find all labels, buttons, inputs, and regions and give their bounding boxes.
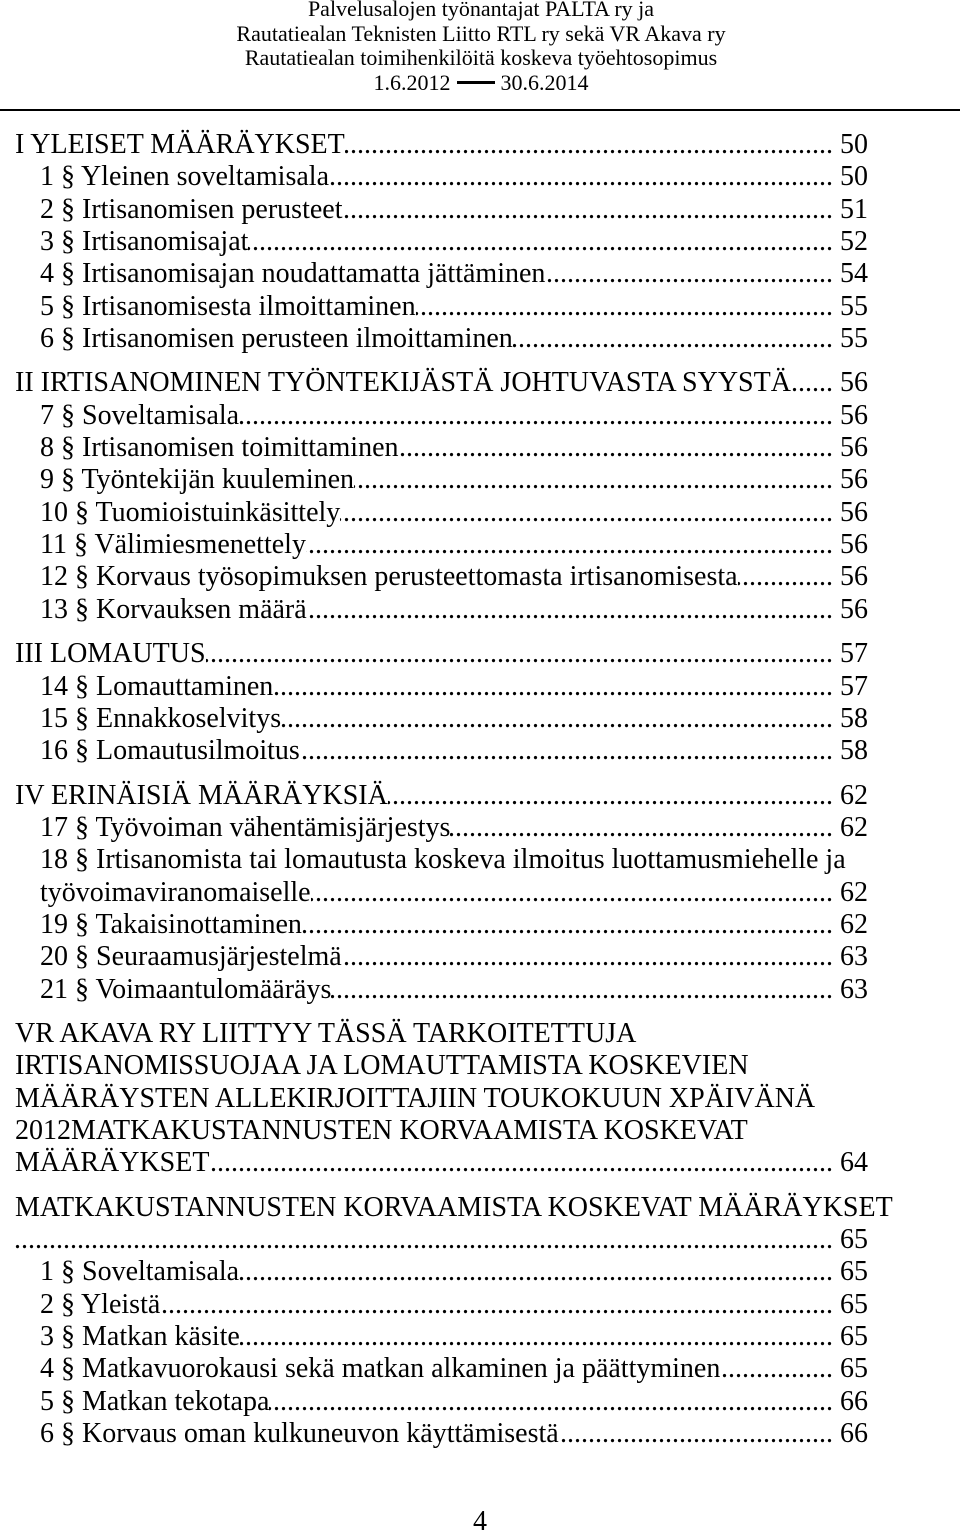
agreement-title: Rautatiealan toimihenkilöitä koskeva työehtosopimus [244,45,718,71]
toc-entry-title: 5 § Irtisanomisesta ilmoittaminen [40,290,416,322]
toc-page-number: 56 [840,367,868,399]
toc-entry-title: 11 § Välimiesmenettely [40,529,306,561]
dot-leader [388,780,833,812]
dot-leader [239,1256,833,1288]
toc-page-number: 56 [840,464,868,496]
toc-entry [15,812,868,844]
dot-leader [15,1224,833,1256]
dot-leader [239,400,833,432]
toc-entry-title: 2 § Yleistä [40,1288,161,1320]
toc-entry [15,1386,868,1418]
dot-leader [791,367,833,399]
toc-heading-title-line: VR AKAVA RY LIITTYY TÄSSÄ TARKOITETTUJA [15,1017,637,1049]
toc-heading-title: II IRTISANOMINEN TYÖNTEKIJÄSTÄ JOHTUVASTA SYYSTÄ [15,367,791,399]
toc-heading-title-line: MÄÄRÄYKSET [15,1147,210,1179]
dot-leader [281,703,833,735]
toc-page-number: 58 [840,702,868,734]
date-range-dash [457,81,495,84]
toc-entry-title: 19 § Takaisinottaminen [40,908,302,940]
toc-heading [15,1018,868,1180]
toc-entry-title: 5 § Matkan tekotapa [40,1385,270,1417]
toc-heading-title: I YLEISET MÄÄRÄYKSET [15,129,345,160]
toc-entry-last-line [40,877,868,909]
toc-page-number: 65 [840,1353,868,1385]
toc-entry-title: 8 § Irtisanomisen toimittaminen [40,432,399,464]
toc-page-number: 57 [840,638,868,670]
toc-entry [15,464,868,496]
dot-leader [399,432,833,464]
dot-leader [311,877,833,909]
toc-entry-title: 3 § Irtisanomisajat [40,226,249,258]
dot-leader [300,735,833,767]
toc-entry-title: 6 § Irtisanomisen perusteen ilmoittaminen [40,323,513,355]
dot-leader [345,129,833,161]
toc-heading [15,1191,893,1257]
toc-page-number: 62 [840,876,868,908]
toc-entry [15,1418,868,1450]
toc-page-number: 62 [840,779,868,811]
toc-entry-title: 7 § Soveltamisala [40,399,240,431]
toc-page-number: 63 [840,973,868,1005]
toc-heading-title: III LOMAUTUS [15,638,206,670]
toc-page-number: 66 [840,1385,868,1417]
toc-page-number: 66 [840,1418,868,1450]
page-number: 4 [473,1506,487,1537]
toc-section [15,638,868,767]
toc-page-number: 51 [840,193,868,225]
dot-leader [248,226,833,258]
dot-leader [209,1147,833,1179]
toc-entry-title-line: 18 § Irtisanomista tai lomautusta koskeva ilmoitus luottamusmiehelle ja [40,844,846,876]
toc-section [15,1018,868,1180]
toc-heading [15,367,868,399]
validity-end-date: 30.6.2014 [500,70,589,96]
toc-entry [15,194,868,226]
toc-entry [15,432,868,464]
dot-leader [450,812,833,844]
toc-entry [15,400,868,432]
toc-entry [15,735,868,767]
toc-entry [15,941,868,973]
table-of-contents [15,117,893,1450]
validity-start-date: 1.6.2012 [373,70,451,96]
dot-leader [206,638,833,670]
toc-entry-title: 3 § Matkan käsite [40,1321,240,1353]
dot-leader [513,323,833,355]
toc-entry [15,291,868,323]
toc-entry-title: 6 § Korvaus oman kulkuneuvon käyttämisestä [40,1418,559,1450]
toc-entry-title: 15 § Ennakkoselvitys [40,702,282,734]
toc-heading-title: MATKAKUSTANNUSTEN KORVAAMISTA KOSKEVAT MÄÄRÄYKSET [15,1191,893,1223]
dot-leader [738,561,833,593]
toc-page-number: 62 [840,908,868,940]
toc-section [15,129,868,355]
toc-page-number: 58 [840,735,868,767]
dot-leader [307,594,833,626]
toc-entry [15,703,868,735]
toc-entry-title: 2 § Irtisanomisen perusteet [40,193,343,225]
toc-entry-title: 17 § Työvoiman vähentämisjärjestys [40,811,451,843]
toc-entry [15,323,868,355]
dot-leader [329,161,833,193]
dot-leader [302,909,833,941]
toc-entry-title: 12 § Korvaus työsopimuksen perusteettomasta irtisanomisesta [40,561,738,593]
toc-entry-title: 9 § Työntekijän kuuleminen [40,464,355,496]
toc-page-number: 50 [840,129,868,160]
dot-leader [545,258,833,290]
toc-entry [15,1321,868,1353]
toc-entry [15,1256,868,1288]
dot-leader [720,1353,833,1385]
toc-entry [15,1289,868,1321]
toc-page-number: 62 [840,811,868,843]
toc-page-number: 52 [840,226,868,258]
toc-entry-title: 4 § Matkavuorokausi sekä matkan alkaminen ja päättyminen [40,1353,721,1385]
toc-entry-title: 1 § Yleinen soveltamisala [40,161,329,193]
toc-entry-title-line: työvoimaviranomaiselle [40,876,311,908]
toc-page-number: 55 [840,290,868,322]
toc-entry [15,974,868,1006]
toc-entry-title: 21 § Voimaantulomääräys [40,973,332,1005]
toc-page-number: 56 [840,561,868,593]
toc-entry [15,561,868,593]
toc-section [15,780,868,1006]
toc-page-number: 64 [840,1147,868,1179]
header-divider [0,109,960,111]
toc-entry [15,226,868,258]
toc-page-number: 54 [840,258,868,290]
toc-page-number: 57 [840,670,868,702]
toc-entry [15,161,868,193]
dot-leader [306,529,833,561]
toc-page-number: 63 [840,941,868,973]
document-header [2,0,960,96]
employee-organizations: Rautatiealan Teknisten Liitto RTL ry sekä VR Akava ry [236,20,726,46]
toc-heading-title-line: 2012MATKAKUSTANNUSTEN KORVAAMISTA KOSKEVAT [15,1114,748,1146]
dot-leader [331,974,833,1006]
toc-page-number: 65 [840,1288,868,1320]
toc-entry-title: 14 § Lomauttaminen [40,670,274,702]
toc-section [15,1191,893,1451]
toc-entry [15,1353,868,1385]
employer-organization: Palvelusalojen työnantajat PALTA ry ja [307,0,655,21]
toc-entry [15,497,868,529]
dot-leader [354,464,833,496]
dot-leader [342,194,833,226]
toc-entry [15,909,868,941]
toc-page-number: 56 [840,496,868,528]
toc-entry-title: 1 § Soveltamisala [40,1256,240,1288]
toc-heading-title: IV ERINÄISIÄ MÄÄRÄYKSIÄ [15,779,388,811]
toc-heading [15,780,868,812]
toc-page-number: 65 [840,1224,868,1255]
toc-page-number: 65 [840,1321,868,1353]
toc-entry-title: 4 § Irtisanomisajan noudattamatta jättäminen [40,258,546,290]
dot-leader [342,941,833,973]
toc-heading [15,638,868,670]
toc-heading-last-line [15,1224,868,1256]
toc-entry [15,844,868,909]
toc-heading-title-line: IRTISANOMISSUOJAA JA LOMAUTTAMISTA KOSKEVIEN [15,1050,749,1082]
dot-leader [416,291,833,323]
toc-entry [15,258,868,290]
toc-entry [15,671,868,703]
toc-entry-title: 10 § Tuomioistuinkäsittely [40,496,341,528]
toc-page-number: 55 [840,323,868,355]
toc-entry-title: 20 § Seuraamusjärjestelmä [40,941,342,973]
toc-page-number: 65 [840,1256,868,1288]
toc-entry [15,594,868,626]
toc-entry-title: 16 § Lomautusilmoitus [40,735,300,767]
validity-period [2,71,960,96]
dot-leader [240,1321,833,1353]
dot-leader [559,1418,833,1450]
dot-leader [160,1289,833,1321]
toc-entry-title: 13 § Korvauksen määrä [40,593,307,625]
toc-section [15,367,868,626]
dot-leader [269,1386,833,1418]
toc-heading [15,129,868,161]
toc-entry [15,529,868,561]
dot-leader [340,497,833,529]
toc-page-number: 56 [840,399,868,431]
toc-heading-title-line: MÄÄRÄYSTEN ALLEKIRJOITTAJIIN TOUKOKUUN XPÄIVÄNÄ [15,1082,816,1114]
toc-page-number: 56 [840,529,868,561]
toc-page-number: 50 [840,161,868,193]
dot-leader [273,671,833,703]
toc-page-number: 56 [840,593,868,625]
toc-heading-last-line [15,1147,868,1179]
toc-page-number: 56 [840,432,868,464]
